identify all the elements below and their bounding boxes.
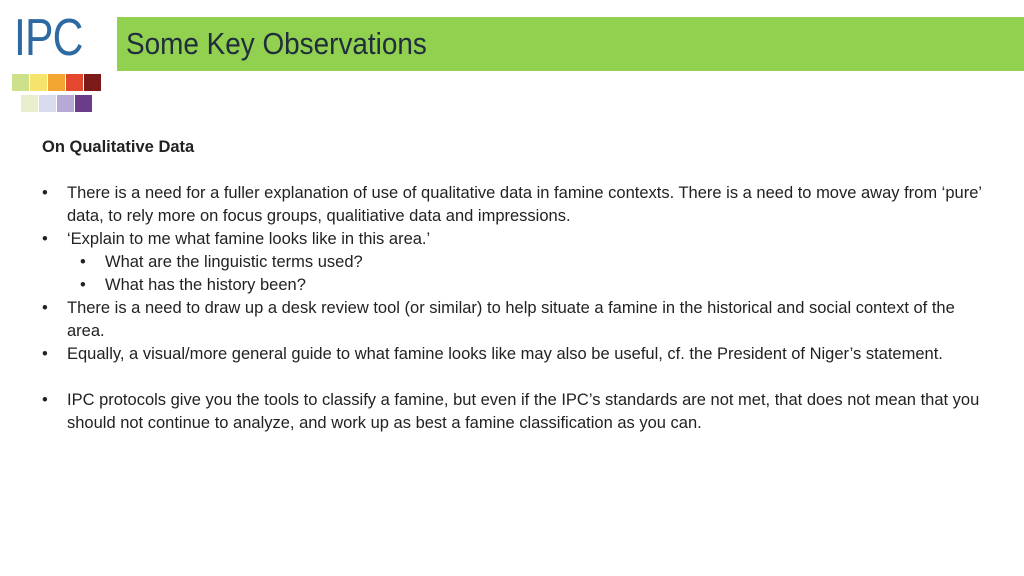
slide-content (42, 136, 982, 435)
logo-square (21, 95, 38, 112)
logo-square (48, 74, 65, 91)
section-heading: On Qualitative Data (42, 138, 195, 156)
logo-square (30, 74, 47, 91)
logo-square (75, 95, 92, 112)
sub-bullet-item: • What has the history been? (80, 274, 982, 297)
ipc-logo (10, 10, 100, 115)
slide-title: Some Key Observations (126, 26, 427, 61)
bullet-item: • ‘Explain to me what famine looks like in this area.’ (42, 228, 982, 251)
logo-square (84, 74, 101, 91)
logo-square (57, 95, 74, 112)
spacer (42, 366, 982, 389)
bullet-item: • There is a need to draw up a desk review tool (or similar) to help situate a famine in the historical and social context of the area. (42, 297, 982, 343)
title-bar (117, 17, 1024, 71)
logo-square (39, 95, 56, 112)
logo-text: IPC (14, 9, 83, 67)
bullet-item: • Equally, a visual/more general guide to what famine looks like may also be useful, cf. the President of Niger’s statement. (42, 343, 982, 366)
bullet-item: • There is a need for a fuller explanation of use of qualitative data in famine contexts. There is a need to move away from ‘pure’ data, to rely more on focus groups, qualitiative data and impressions. (42, 182, 982, 228)
sub-bullet-item: • What are the linguistic terms used? (80, 251, 982, 274)
logo-square (66, 74, 83, 91)
bullet-item: • IPC protocols give you the tools to classify a famine, but even if the IPC’s standards are not met, that does not mean that you should not continue to analyze, and work up as best a famine classification as you can. (42, 389, 982, 435)
logo-square (12, 74, 29, 91)
